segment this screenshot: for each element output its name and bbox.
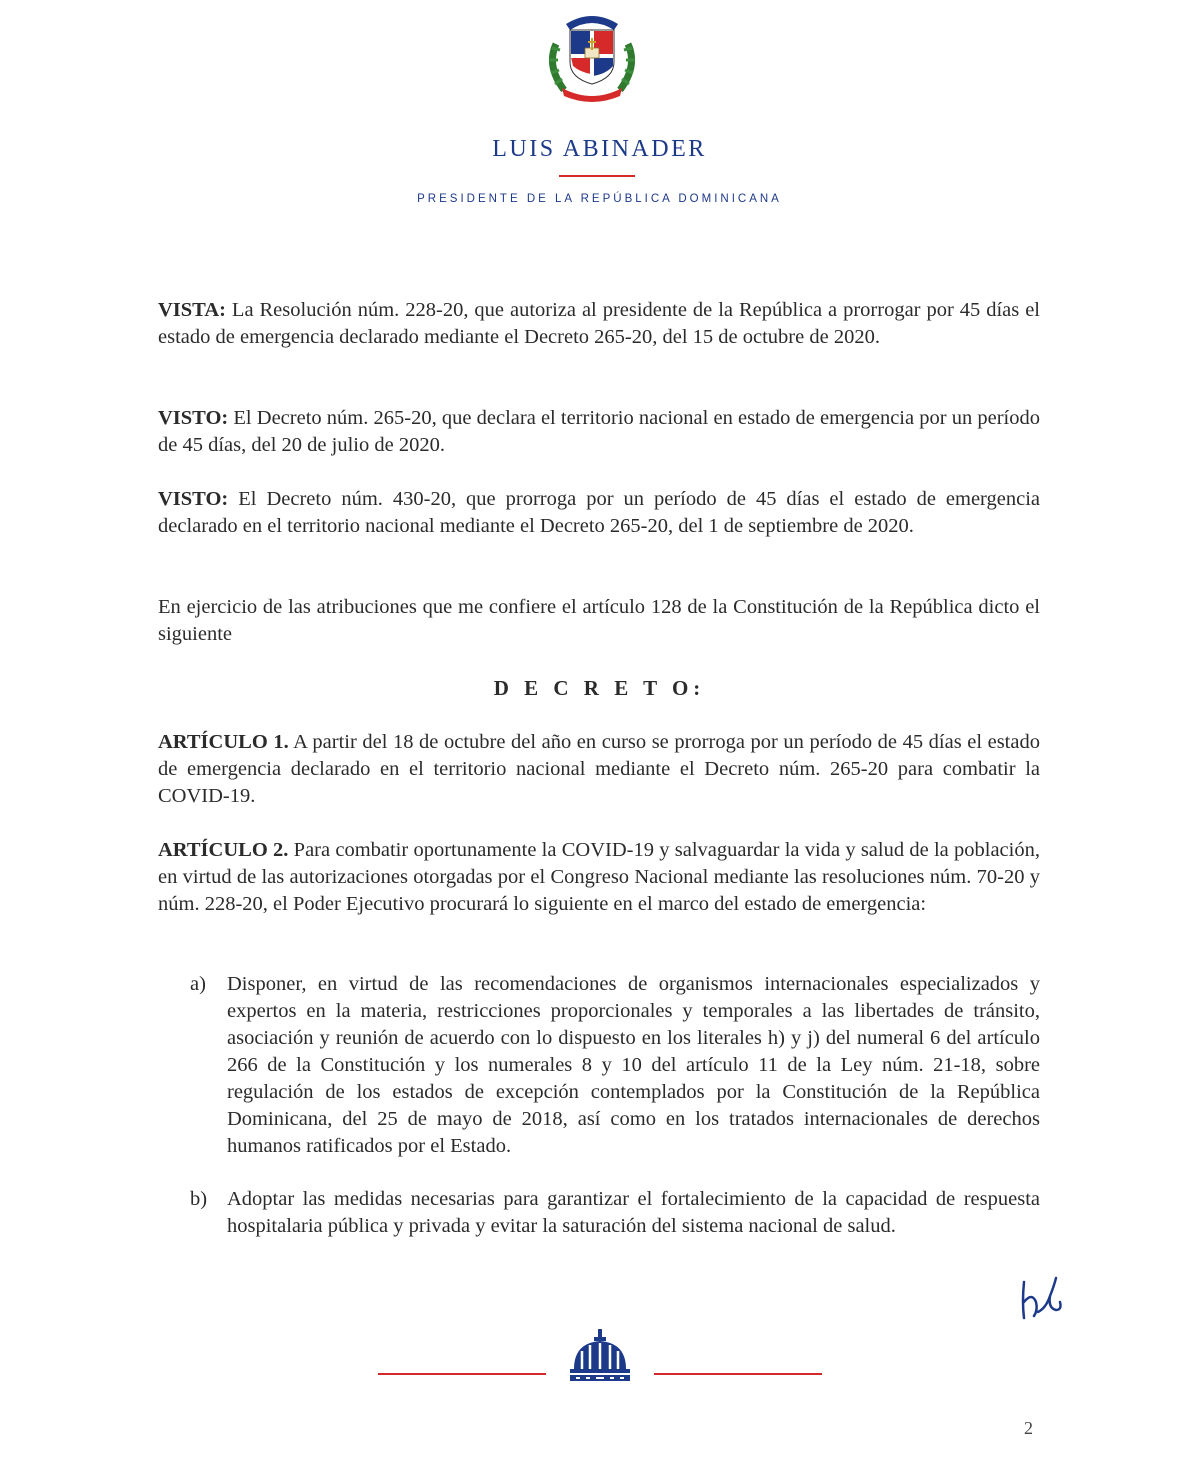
paragraph-ejercicio	[158, 594, 1040, 648]
article-text: Para combatir oportunamente la COVID-19 y salvaguardar la vida y salud de la población, en virtud de las autorizaciones otorgadas por el Congreso Nacional mediante las resoluciones núm. 70-20 y núm. 228-20, el Poder Ejecutivo procurará lo siguiente en el marco del estado de emergencia:	[158, 839, 1040, 915]
paragraph-label: VISTA:	[158, 299, 226, 321]
list-marker: a)	[190, 973, 206, 995]
paragraph-visto-1	[158, 405, 1040, 459]
article-text: A partir del 18 de octubre del año en curso se prorroga por un período de 45 días el estado de emergencia declarado en el territorio nacional mediante el Decreto núm. 265-20 para combatir la COVID-19.	[158, 731, 1040, 807]
paragraph-text: En ejercicio de las atribuciones que me confiere el artículo 128 de la Constitución de la República dicto el siguiente	[158, 596, 1040, 645]
paragraph-text: La Resolución núm. 228-20, que autoriza al presidente de la República a prorrogar por 45 días el estado de emergencia declarado mediante el Decreto 265-20, del 15 de octubre de 2020.	[158, 299, 1040, 348]
article-label: ARTÍCULO 2.	[158, 839, 289, 861]
article-label: ARTÍCULO 1.	[158, 731, 289, 753]
national-palace-icon	[568, 1327, 632, 1385]
paragraph-text: El Decreto núm. 265-20, que declara el territorio nacional en estado de emergencia por un período de 45 días, del 20 de julio de 2020.	[158, 407, 1040, 456]
name-divider	[559, 175, 635, 177]
footer-rule-left	[378, 1373, 546, 1375]
decree-heading: D E C R E T O:	[493, 676, 706, 700]
coat-of-arms-icon	[542, 4, 642, 104]
article-1	[158, 729, 1040, 810]
paragraph-visto-2	[158, 486, 1040, 540]
president-title: PRESIDENTE DE LA REPÚBLICA DOMINICANA	[417, 193, 782, 205]
paragraph-label: VISTO:	[158, 407, 229, 429]
page-number: 2	[1024, 1418, 1033, 1438]
paragraph-vista	[158, 297, 1040, 351]
signature-initials-icon	[1016, 1272, 1064, 1322]
article-2	[158, 837, 1040, 918]
president-name: LUIS ABINADER	[492, 136, 707, 162]
list-text: Adoptar las medidas necesarias para garantizar el fortalecimiento de la capacidad de respuesta hospitalaria pública y privada y evitar la saturación del sistema nacional de salud.	[227, 1188, 1040, 1237]
footer-rule-right	[654, 1373, 822, 1375]
list-text: Disponer, en virtud de las recomendaciones de organismos internacionales especializados y expertos en la materia, restricciones proporcionales y temporales a las libertades de tránsito, asociación y reunión de acuerdo con lo dispuesto en los literales h) y j) del numeral 6 del artículo 266 de la Constitución y los numerales 8 y 10 del artículo 11 de la Ley núm. 21-18, sobre regulación de los estados de excepción contemplados por la Constitución de la República Dominicana, del 25 de mayo de 2018, así como en los tratados internacionales de derechos humanos ratificados por el Estado.	[227, 973, 1040, 1157]
list-marker: b)	[190, 1188, 208, 1210]
paragraph-text: El Decreto núm. 430-20, que prorroga por un período de 45 días el estado de emergencia declarado en el territorio nacional mediante el Decreto 265-20, del 1 de septiembre de 2020.	[158, 488, 1040, 537]
paragraph-label: VISTO:	[158, 488, 229, 510]
